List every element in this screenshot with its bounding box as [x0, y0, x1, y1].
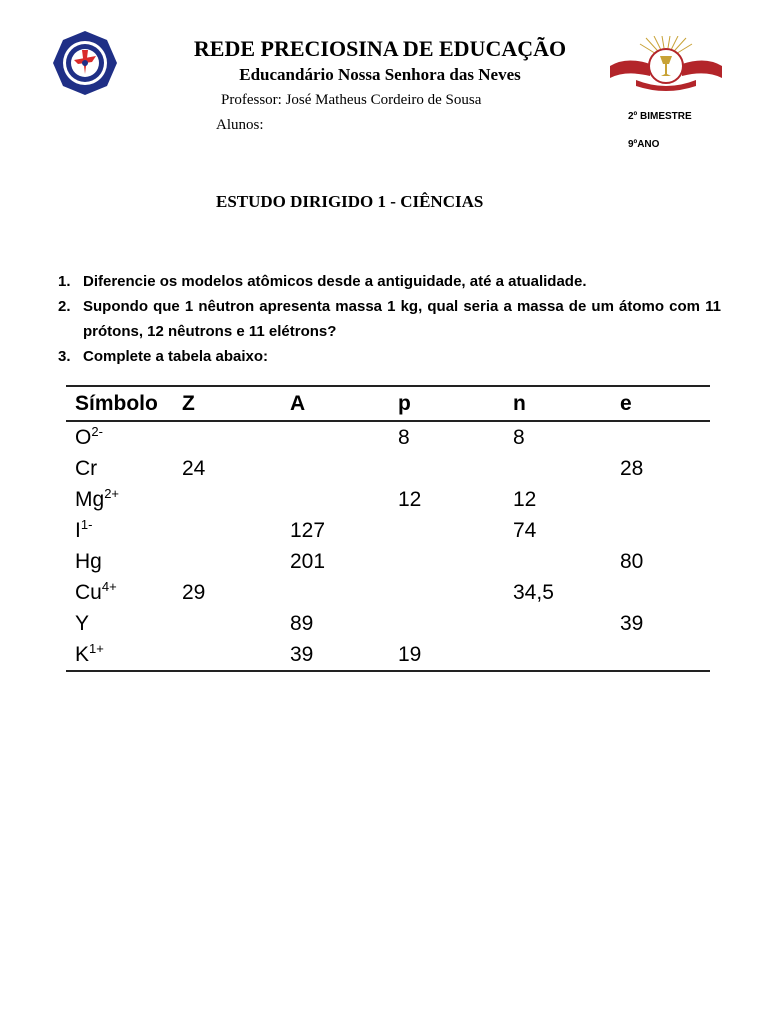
cell-a: 89: [290, 611, 314, 635]
cell-z: [173, 484, 281, 515]
cell-symbol: [66, 577, 173, 608]
table-row: [66, 484, 710, 515]
school-subtitle: Educandário Nossa Senhora das Neves: [239, 65, 521, 84]
cell-symbol: [66, 608, 173, 639]
school-name: REDE PRECIOSINA DE EDUCAÇÃO: [193, 36, 567, 61]
cell-e: [611, 577, 710, 608]
table-row: [66, 515, 710, 546]
cell-symbol: [66, 639, 173, 671]
table-row: [66, 453, 710, 484]
cell-symbol: [66, 546, 173, 577]
cell-n: [504, 608, 611, 639]
header-z: Z: [173, 386, 281, 421]
cell-n: 12: [513, 487, 537, 511]
table-row: [66, 608, 710, 639]
header-n: n: [504, 386, 611, 421]
question-item: [58, 344, 721, 369]
element-symbol: Hg: [75, 549, 102, 573]
cell-e: [611, 484, 710, 515]
cell-symbol: [66, 515, 173, 546]
cell-z: [173, 608, 281, 639]
element-symbol: O: [75, 425, 92, 449]
question-number: 2.: [58, 298, 71, 315]
cell-e: [611, 515, 710, 546]
ion-charge: 4+: [101, 578, 117, 594]
cell-p: [389, 546, 504, 577]
cell-z: [173, 421, 281, 453]
ion-charge: 1-: [80, 516, 93, 532]
cell-z: [173, 515, 281, 546]
header-e: e: [611, 386, 710, 421]
students-line: Alunos:: [216, 117, 264, 133]
cell-z: [173, 546, 281, 577]
cell-n: 8: [513, 425, 525, 449]
educandario-emblem-icon: [606, 36, 726, 92]
question-item: [58, 294, 721, 344]
school-network-emblem-icon: [52, 30, 118, 96]
question-number: 3.: [58, 348, 71, 365]
question-number: 1.: [58, 273, 71, 290]
cell-symbol: [66, 453, 173, 484]
cell-n: [504, 546, 611, 577]
cell-p: 19: [389, 639, 504, 671]
cell-p: [389, 608, 504, 639]
cell-a: [281, 484, 389, 515]
element-symbol: K: [75, 642, 90, 666]
cell-symbol: [66, 421, 173, 453]
cell-z: 24: [182, 456, 206, 480]
cell-p: [389, 515, 504, 546]
atomic-table: [66, 385, 710, 672]
ion-charge: 1+: [89, 640, 104, 656]
header-a: A: [281, 386, 389, 421]
cell-a: [281, 453, 389, 484]
educandario-logo: [606, 36, 726, 92]
table-row: [66, 639, 710, 671]
cell-a: 127: [290, 518, 326, 542]
cell-z: 29: [182, 580, 206, 604]
cell-p: 8: [398, 425, 410, 449]
cell-a: [281, 421, 389, 453]
cell-symbol: [66, 484, 173, 515]
cell-n: 34,5: [513, 580, 554, 604]
question-item: [58, 269, 721, 294]
question-text: Supondo que 1 nêutron apresenta massa 1 kg, qual seria a massa de um átomo com 11 prótons, 12 nêutrons e 11 elétrons?: [83, 298, 721, 340]
cell-n: [504, 639, 611, 671]
cell-p: [389, 453, 504, 484]
element-symbol: I: [75, 518, 81, 542]
element-symbol: Y: [75, 611, 90, 635]
school-network-logo: [52, 30, 118, 96]
table-row: [66, 546, 710, 577]
cell-a: [281, 577, 389, 608]
cell-n: 74: [513, 518, 537, 542]
cell-e: [611, 639, 710, 671]
cell-e: 39: [620, 611, 644, 635]
cell-z: [173, 639, 281, 671]
element-symbol: Cr: [75, 456, 98, 480]
cell-a: 39: [281, 639, 389, 671]
teacher-line: Professor: José Matheus Cordeiro de Sousa: [221, 92, 482, 108]
document-title: ESTUDO DIRIGIDO 1 - CIÊNCIAS: [216, 192, 484, 211]
table-row: [66, 421, 710, 453]
term-label: 2º BIMESTRE: [628, 111, 692, 122]
table-row: [66, 577, 710, 608]
ion-charge: 2-: [91, 423, 103, 439]
header-symbol: Símbolo: [66, 386, 173, 421]
question-text: Complete a tabela abaixo:: [83, 348, 269, 365]
cell-p: 12: [398, 487, 422, 511]
cell-n: [504, 453, 611, 484]
grade-label: 9ºANO: [628, 139, 660, 150]
element-symbol: Mg: [75, 487, 105, 511]
question-list: [58, 269, 721, 369]
cell-p: [389, 577, 504, 608]
element-symbol: Cu: [75, 580, 102, 604]
ion-charge: 2+: [104, 485, 120, 501]
table-header-row: [66, 386, 710, 421]
question-text: Diferencie os modelos atômicos desde a antiguidade, até a atualidade.: [83, 273, 587, 290]
cell-a: 201: [290, 549, 326, 573]
cell-e: [611, 421, 710, 453]
cell-e: 80: [620, 549, 644, 573]
cell-e: 28: [620, 456, 644, 480]
header-p: p: [389, 386, 504, 421]
